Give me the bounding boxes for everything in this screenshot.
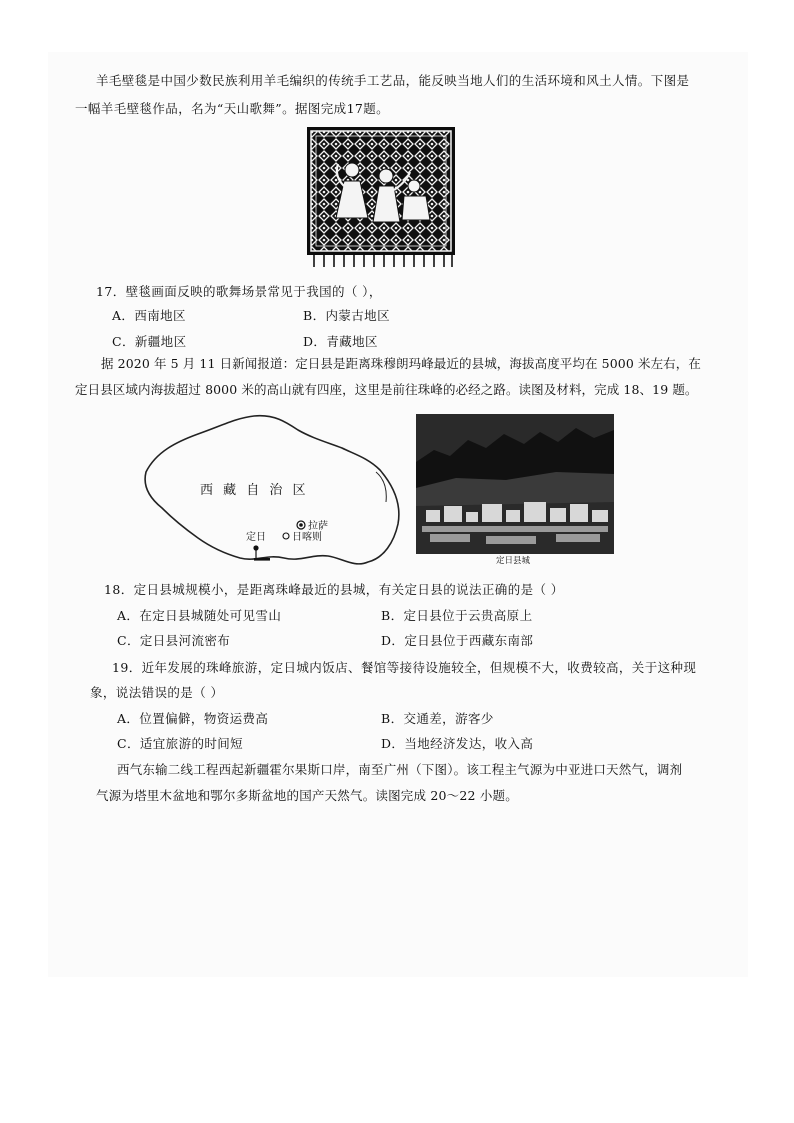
map-label-lhasa: 拉萨 bbox=[308, 521, 328, 532]
question-19-option-b: B．交通差，游客少 bbox=[381, 711, 494, 726]
question-17-option-c: C．新疆地区 bbox=[112, 334, 187, 349]
question-17-option-d: D．青藏地区 bbox=[303, 334, 378, 349]
map-label-region: 西 藏 自 治 区 bbox=[200, 483, 309, 498]
intro-paragraph-1-line-1: 羊毛壁毯是中国少数民族利用羊毛编织的传统手工艺品，能反映当地人们的生活环境和风土人情。下图是 bbox=[96, 73, 690, 88]
intro-paragraph-3-line-1: 西气东输二线工程西起新疆霍尔果斯口岸，南至广州（下图）。该工程主气源为中亚进口天然气，调剂 bbox=[117, 762, 683, 777]
tibet-map bbox=[136, 412, 406, 572]
question-19-option-a: A．位置偏僻，物资运费高 bbox=[117, 711, 269, 726]
question-18-option-c: C．定日县河流密布 bbox=[117, 633, 231, 648]
question-17-option-a: A．西南地区 bbox=[112, 308, 186, 323]
question-18-option-d: D．定日县位于西藏东南部 bbox=[381, 633, 534, 648]
dingri-town-photo bbox=[416, 414, 614, 554]
question-19-option-c: C．适宜旅游的时间短 bbox=[117, 736, 244, 751]
dingri-scale-mark bbox=[254, 558, 270, 561]
intro-paragraph-1-line-2: 一幅羊毛壁毯作品，名为“天山歌舞”。据图完成17题。 bbox=[75, 101, 390, 116]
intro-paragraph-2-line-1: 据 2020 年 5 月 11 日新闻报道：定日县是距离珠穆朗玛峰最近的县城，海拔高度平均在 5000 米左右，在 bbox=[101, 356, 701, 371]
intro-paragraph-2-line-2: 定日县区域内海拔超过 8000 米的高山就有四座，这里是前往珠峰的必经之路。读图及材料，完成 18、19 题。 bbox=[75, 382, 698, 397]
map-label-shigatse: 日喀则 bbox=[292, 532, 322, 543]
question-18-option-b: B．定日县位于云贵高原上 bbox=[381, 608, 533, 623]
wool-tapestry-image bbox=[306, 126, 456, 269]
question-18-stem: 18．定日县城规模小，是距离珠峰最近的县城，有关定日县的说法正确的是（ ） bbox=[104, 582, 564, 597]
lhasa-marker-dot bbox=[299, 523, 303, 527]
question-17-option-b: B．内蒙古地区 bbox=[303, 308, 390, 323]
map-label-dingri: 定日 bbox=[246, 532, 266, 543]
shigatse-marker bbox=[283, 533, 289, 539]
photo-caption: 定日县城 bbox=[496, 556, 531, 566]
question-18-option-a: A．在定日县城随处可见雪山 bbox=[117, 608, 282, 623]
question-19-stem-line-1: 19．近年发展的珠峰旅游，定日城内饭店、餐馆等接待设施较全，但规模不大，收费较高，关于这种现 bbox=[112, 660, 697, 675]
question-19-option-d: D．当地经济发达，收入高 bbox=[381, 736, 534, 751]
question-17-stem: 17．壁毯画面反映的歌舞场景常见于我国的（ ）， bbox=[96, 284, 382, 299]
question-19-stem-line-2: 象，说法错误的是（ ） bbox=[90, 685, 224, 700]
intro-paragraph-3-line-2: 气源为塔里木盆地和鄂尔多斯盆地的国产天然气。读图完成 20～22 小题。 bbox=[96, 788, 518, 803]
